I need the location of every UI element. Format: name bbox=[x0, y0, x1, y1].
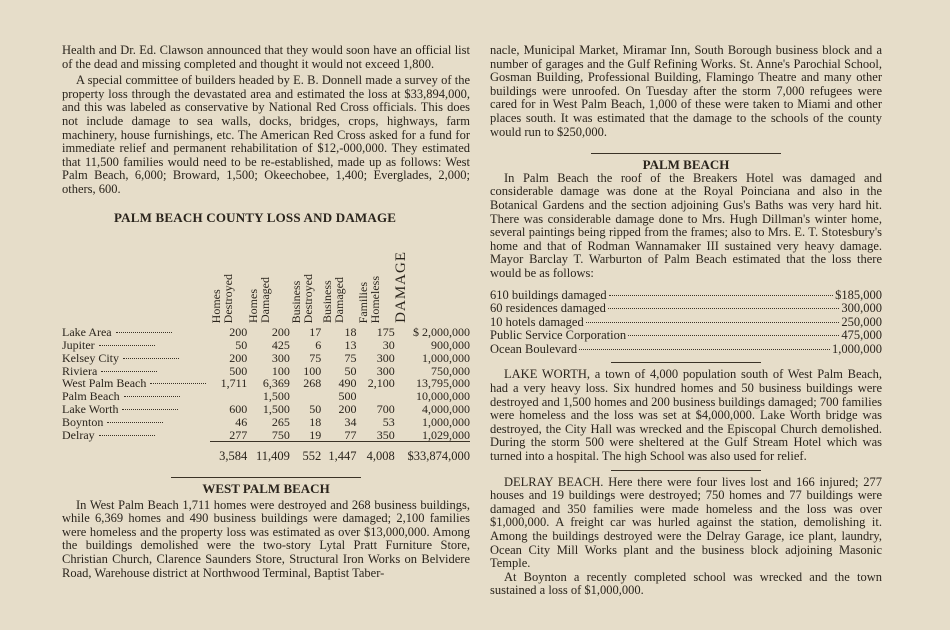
list-item-amount: 475,000 bbox=[841, 328, 882, 343]
paragraph-continued-buildings: nacle, Municipal Market, Miramar Inn, South Borough business block and a number of garages and the Gulf Refining Works. St. Anne's Parochial School, Gosman Building, Professional Building, Flamingo Theatre and many other buildings were unroofed. On Tuesday after the storm 7,000 refugees were cared for in West Palm Beach, 1,000 of these were taken to Miami and other places south. It was estimated that the damage to the schools of the county would run to $250,000. bbox=[490, 43, 882, 139]
table-cell: 490 bbox=[338, 376, 357, 391]
loss-damage-table bbox=[62, 228, 470, 463]
table-cell: 277 bbox=[229, 427, 248, 442]
table-cell: 13,795,000 bbox=[416, 376, 470, 391]
list-item bbox=[490, 329, 882, 343]
table-cell: 1,000,000 bbox=[422, 414, 470, 429]
table-cell: 17 bbox=[309, 325, 322, 340]
table-cell: 500 bbox=[338, 389, 357, 404]
table-cell: 50 bbox=[344, 363, 357, 378]
table-total-cell: $33,874,000 bbox=[395, 442, 470, 463]
table-cell: 75 bbox=[344, 350, 357, 365]
table-cell: 200 bbox=[338, 401, 357, 416]
table-cell: 100 bbox=[271, 363, 290, 378]
table-cell: 200 bbox=[229, 325, 248, 340]
table-cell: 50 bbox=[235, 337, 248, 352]
table-cell: 75 bbox=[309, 350, 322, 365]
header-homes-destroyed: Homes Destroyed bbox=[209, 274, 236, 324]
table-cell: 4,000,000 bbox=[422, 401, 470, 416]
table-cell-area: West Palm Beach bbox=[62, 377, 210, 390]
table-cell bbox=[210, 390, 247, 403]
table-row bbox=[62, 429, 470, 442]
list-item bbox=[490, 343, 882, 357]
table-cell-area: Boynton bbox=[62, 416, 210, 429]
list-item-label: 60 residences damaged bbox=[490, 301, 606, 316]
table-cell: 100 bbox=[303, 363, 322, 378]
table-cell-area: Palm Beach bbox=[62, 390, 210, 403]
table-totals-row bbox=[62, 442, 470, 463]
table-cell: 265 bbox=[271, 414, 290, 429]
table-cell: 77 bbox=[344, 427, 357, 442]
table-cell: 50 bbox=[309, 401, 322, 416]
table-cell: 300 bbox=[271, 350, 290, 365]
table-cell: 18 bbox=[344, 325, 357, 340]
table-cell: 175 bbox=[376, 325, 395, 340]
list-item-amount: 300,000 bbox=[841, 301, 882, 316]
table-row bbox=[62, 352, 470, 365]
palm-beach-loss-list bbox=[490, 289, 882, 357]
table-total-cell: 1,447 bbox=[321, 442, 356, 463]
table-total-cell: 11,409 bbox=[247, 442, 290, 463]
list-item-amount: 250,000 bbox=[841, 314, 882, 329]
table-cell: 53 bbox=[382, 414, 395, 429]
table-cell: 18 bbox=[309, 414, 322, 429]
table-row bbox=[62, 339, 470, 352]
list-item-label: 10 hotels damaged bbox=[490, 314, 584, 329]
paragraph-west-palm-beach: In West Palm Beach 1,711 homes were destroyed and 268 business buildings, while 6,369 homes and 490 business buildings were damaged; 2,100 families were homeless and the property loss was estimated as over $13,000,000. Among the buildings demolished were the two-story Lytal Pratt Furniture Store, Christian Church, Clarence Saunders Store, Structural Iron Works on Belvidere Road, Warehouse district at Northwood Terminal, Baptist Taber- bbox=[62, 497, 470, 580]
table-cell: 500 bbox=[229, 363, 248, 378]
table-cell: 10,000,000 bbox=[416, 389, 470, 404]
table-cell: 268 bbox=[303, 376, 322, 391]
table-cell-area: Delray bbox=[62, 429, 210, 442]
section-heading-palm-beach: PALM BEACH bbox=[490, 153, 882, 172]
table-cell: 46 bbox=[235, 414, 248, 429]
table-cell: 1,500 bbox=[262, 389, 290, 404]
table-cell: 1,500 bbox=[262, 401, 290, 416]
table-cell: 1,029,000 bbox=[422, 427, 470, 442]
header-business-destroyed: Business Destroyed bbox=[288, 274, 315, 324]
table-row bbox=[62, 326, 470, 339]
list-item bbox=[490, 302, 882, 316]
paragraph-palm-beach: In Palm Beach the roof of the Breakers Hotel was damaged and considerable damage was done at the Royal Poinciana and also in the Botanical Gardens and the section adjoining Gus's Baths was very hard hit. There was considerable damage done to Mrs. Hugh Dillman's winter home, several paintings being ripped from the frames; also to Mrs. E. T. Stotesbury's home and that of Rodman Wannamaker III sustained very heavy damage. Mayor Barclay T. Warburton of Palm Beach estimated that the loss there would be as follows: bbox=[490, 170, 882, 280]
section-heading-west-palm-beach: WEST PALM BEACH bbox=[62, 477, 470, 496]
table-cell: 200 bbox=[229, 350, 248, 365]
paragraph-boynton: At Boynton a recently completed school was wrecked and the town sustained a loss of $1,000,000. bbox=[490, 569, 882, 598]
table-cell: 6,369 bbox=[262, 376, 290, 391]
table-title: PALM BEACH COUNTY LOSS AND DAMAGE bbox=[114, 209, 397, 225]
divider-rule bbox=[611, 362, 761, 363]
table-row bbox=[62, 416, 470, 429]
table-cell: 425 bbox=[271, 337, 290, 352]
header-families-homeless: Families Homeless bbox=[355, 276, 382, 324]
header-damage: DAMAGE bbox=[392, 251, 409, 324]
table-cell bbox=[357, 390, 395, 403]
table-total-cell: 3,584 bbox=[210, 442, 247, 463]
list-item-label: Public Service Corporation bbox=[490, 328, 627, 343]
table-cell: $ 2,000,000 bbox=[413, 325, 470, 340]
right-column bbox=[490, 44, 882, 598]
table-cell: 350 bbox=[376, 427, 395, 442]
table-cell: 600 bbox=[229, 401, 248, 416]
list-item bbox=[490, 289, 882, 303]
divider-rule bbox=[611, 470, 761, 471]
table-row bbox=[62, 390, 470, 403]
table-cell: 34 bbox=[344, 414, 357, 429]
table-cell-area: Jupiter bbox=[62, 339, 210, 352]
list-item-amount: 1,000,000 bbox=[832, 341, 882, 356]
list-item bbox=[490, 316, 882, 330]
table-cell-area: Lake Worth bbox=[62, 403, 210, 416]
table-cell: 6 bbox=[315, 337, 322, 352]
table-cell: 2,100 bbox=[367, 376, 395, 391]
table-cell: 30 bbox=[382, 337, 395, 352]
table-cell: 1,000,000 bbox=[422, 350, 470, 365]
table-cell: 750 bbox=[271, 427, 290, 442]
table-cell: 900,000 bbox=[431, 337, 470, 352]
table-cell: 1,711 bbox=[220, 376, 248, 391]
list-item-label: Ocean Boulevard bbox=[490, 341, 578, 356]
paragraph-dead-missing: Health and Dr. Ed. Clawson announced that they would soon have an official list of the dead and missing completed and thought it would not exceed 1,800. bbox=[62, 43, 470, 71]
paragraph-lake-worth: LAKE WORTH, a town of 4,000 population south of West Palm Beach, had a very heavy loss. Six hundred homes and 50 business buildings were destroyed and 1,500 homes and 200 business buildings damaged; 700 families were homeless and the loss was set at $4,000,000. Lake Worth bridge was destroyed, the City Hall was wrecked and the Episcopal Church demolished. During the storm 500 were sheltered at the Gulf Stream Hotel which was turned into a hospital. The high School was also used for relief. bbox=[490, 367, 882, 464]
table-row bbox=[62, 403, 470, 416]
paragraph-property-loss: A special committee of builders headed by E. B. Donnell made a survey of the property loss through the devastated area and estimated the loss at $33,894,000, and this was labeled as conservative by National Red Cross officials. This does not include damage to sea walls, docks, bridges, crops, highways, farm machinery, house furnishings, etc. The American Red Cross asked for a fund for immediate relief and permanent rehabilitation of $12,-000,000. They estimated that 11,500 families would need to be re-established, made up as follows: West Palm Beach, 6,000; Broward, 1,500; Okeechobee, 1,400; Everglades, 2,000; others, 600. bbox=[62, 73, 470, 196]
table-cell: 200 bbox=[271, 325, 290, 340]
table-cell-area: Riviera bbox=[62, 365, 210, 378]
table-cell: 700 bbox=[376, 401, 395, 416]
list-item-label: 610 buildings damaged bbox=[490, 287, 607, 302]
left-column bbox=[62, 44, 470, 580]
table-total-cell: 4,008 bbox=[357, 442, 395, 463]
paragraph-delray-beach: DELRAY BEACH. Here there were four lives lost and 166 injured; 277 houses and 19 buildings were destroyed; 750 homes and 77 buildings were damaged and 350 families were made homeless and the loss was over $1,000,000. A freight car was hurled against the station, demolishing it. Among the buildings destroyed were the Delray Garage, ice plant, laundry, Ocean City Mill Works plant and the business block adjoining Masonic Temple. bbox=[490, 474, 882, 571]
table-cell: 13 bbox=[344, 337, 357, 352]
table-cell: 750,000 bbox=[431, 363, 470, 378]
header-homes-damaged: Homes Damaged bbox=[246, 277, 273, 324]
table-cell bbox=[290, 390, 321, 403]
table-cell-area: Lake Area bbox=[62, 326, 210, 339]
table-header-row bbox=[62, 228, 470, 326]
header-business-damaged: Business Damaged bbox=[320, 277, 347, 324]
table-cell: 300 bbox=[376, 350, 395, 365]
table-cell: 300 bbox=[376, 363, 395, 378]
table-cell-area: Kelsey City bbox=[62, 352, 210, 365]
table-total-cell: 552 bbox=[290, 442, 321, 463]
table-cell: 19 bbox=[309, 427, 322, 442]
list-item-amount: $185,000 bbox=[835, 287, 882, 302]
